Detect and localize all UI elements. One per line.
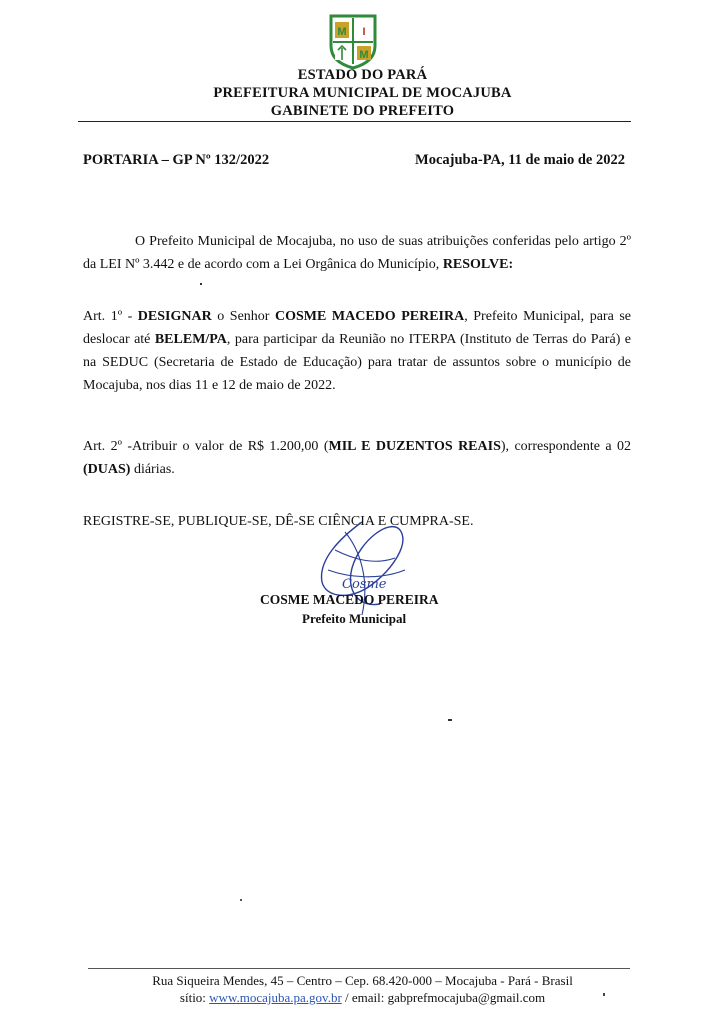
signer-name: COSME MACEDO PEREIRA [260,592,439,607]
footer-contact [0,990,725,1006]
footer-address: Rua Siqueira Mendes, 45 – Centro – Cep. 68.420-000 – Mocajuba - Pará - Brasil [152,973,573,988]
footer-divider [88,968,630,969]
designar-label: DESIGNAR [137,309,212,324]
portaria-number: PORTARIA – GP Nº 132/2022 [83,152,270,168]
email-label: / email: [341,990,388,1005]
scan-speck [200,283,202,285]
scan-speck [240,899,242,901]
mocajuba-crest-icon [325,12,381,70]
article-2 [83,435,631,481]
header-state: ESTADO DO PARÁ [297,67,428,83]
scan-speck [448,719,452,721]
signer-title: Prefeito Municipal [302,611,407,626]
article-2-days-words: (DUAS) [83,462,131,477]
handwritten-signature: Cosme [342,577,387,592]
article-1-person: COSME MACEDO PEREIRA [275,309,465,324]
scan-speck [603,993,605,996]
crest-letter-i: I [362,26,366,38]
site-label: sítio: [179,990,210,1005]
header-divider [78,121,631,122]
article-2-text-b: ), correspondente a 02 [500,439,631,454]
portaria-date: Mocajuba-PA, 11 de maio de 2022 [415,152,625,168]
email-address: gabprefmocajuba@gmail.com [387,990,546,1005]
header-gabinete: GABINETE DO PREFEITO [270,103,455,119]
crest-letter-m2: M [359,49,369,61]
crest-letter-m1: M [337,26,347,38]
article-1-text-a: o Senhor [211,309,275,324]
article-2-text-c: diárias. [130,462,175,477]
intro-paragraph [83,230,631,276]
header-prefeitura: PREFEITURA MUNICIPAL DE MOCAJUBA [213,85,512,101]
resolve-label: RESOLVE: [442,257,514,272]
article-1-text-c: , para participar da Reunião no ITERPA (Instituto de Terras do Pará) e na SEDUC (Secretaria de Estado de Educação) para tratar de assuntos sobre o município de Mocajuba, nos dias 11 e 12 de maio de 2022. [83,332,631,393]
site-link[interactable]: www.mocajuba.pa.gov.br [209,990,342,1005]
article-1-text-b: , Prefeito Municipal, para se deslocar até [83,309,631,347]
closing-formula: REGISTRE-SE, PUBLIQUE-SE, DÊ-SE CIÊNCIA E CUMPRA-SE. [83,514,474,529]
article-2-text-a: Art. 2º -Atribuir o valor de R$ 1.200,00 ( [83,439,329,454]
article-2-amount-words: MIL E DUZENTOS REAIS [328,439,501,454]
article-1 [83,305,631,397]
article-1-destination: BELEM/PA [154,332,227,347]
article-1-label: Art. 1º - [83,309,138,324]
intro-text: O Prefeito Municipal de Mocajuba, no uso de suas atribuições conferidas pelo artigo 2º da LEI Nº 3.442 e de acordo com a Lei Orgânica do Município, [83,234,631,272]
